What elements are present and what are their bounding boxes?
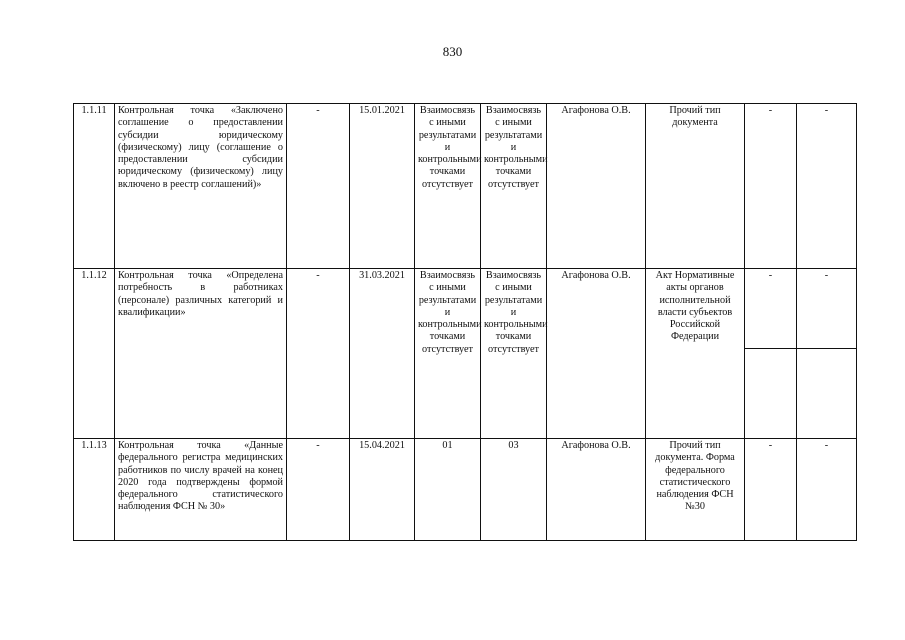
cell-dash: - <box>287 269 350 439</box>
due-date: 31.03.2021 <box>350 269 415 439</box>
control-point-description: Контрольная точка «Определена потребность в работниках (персонале) различных категорий и квалификации» <box>115 269 287 439</box>
due-date: 15.04.2021 <box>350 439 415 541</box>
split-cell <box>797 269 857 439</box>
table-row <box>74 269 857 439</box>
responsible-person: Агафонова О.В. <box>547 439 646 541</box>
control-point-description: Контрольная точка «Данные федерального регистра медицинских работников по числу врачей на конец 2020 года подтверждены формой федерального статистического наблюдения ФСН № 30» <box>115 439 287 541</box>
link-previous: Взаимосвязь с иными результатами и контрольными точками отсутствует <box>415 269 481 439</box>
cell-dash: - <box>797 104 857 269</box>
document-type: Прочий тип документа. Форма федерального статистического наблюдения ФСН №30 <box>646 439 745 541</box>
document-type: Акт Нормативные акты органов исполнительной власти субъектов Российской Федерации <box>646 269 745 439</box>
table-row <box>74 439 857 541</box>
due-date: 15.01.2021 <box>350 104 415 269</box>
table-row <box>74 104 857 269</box>
cell-dash: - <box>745 439 797 541</box>
split-cell <box>745 269 797 439</box>
link-next: Взаимосвязь с иными результатами и контрольными точками отсутствует <box>481 269 547 439</box>
link-previous: Взаимосвязь с иными результатами и контрольными точками отсутствует <box>415 104 481 269</box>
link-next: Взаимосвязь с иными результатами и контрольными точками отсутствует <box>481 104 547 269</box>
row-number: 1.1.12 <box>74 269 115 439</box>
document-type: Прочий тип документа <box>646 104 745 269</box>
control-point-description: Контрольная точка «Заключено соглашение о предоставлении субсидии юридическому (физическому) лицу (соглашение о предоставлении субсидии юридическому (физическому) лицу включено в реестр соглашений)» <box>115 104 287 269</box>
row-number: 1.1.11 <box>74 104 115 269</box>
empty-subcell <box>797 349 856 437</box>
empty-subcell <box>745 349 796 437</box>
cell-dash: - <box>797 439 857 541</box>
control-points-table <box>73 103 857 541</box>
responsible-person: Агафонова О.В. <box>547 104 646 269</box>
responsible-person: Агафонова О.В. <box>547 269 646 439</box>
link-previous: 01 <box>415 439 481 541</box>
cell-dash: - <box>745 269 796 349</box>
cell-dash: - <box>797 269 856 349</box>
cell-dash: - <box>745 104 797 269</box>
page-number: 830 <box>442 44 463 59</box>
link-next: 03 <box>481 439 547 541</box>
cell-dash: - <box>287 104 350 269</box>
row-number: 1.1.13 <box>74 439 115 541</box>
cell-dash: - <box>287 439 350 541</box>
